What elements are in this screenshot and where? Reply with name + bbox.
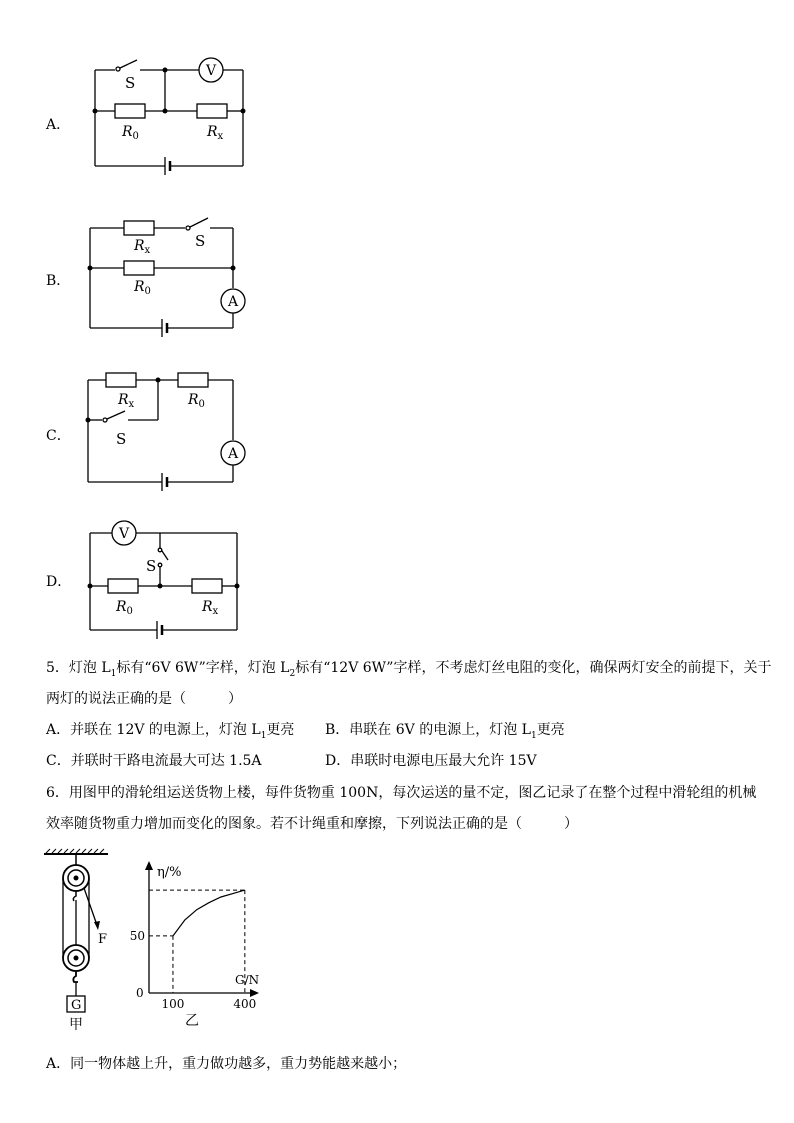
y-axis-label: η/% (157, 865, 182, 880)
q5-option-c[interactable]: C．并联时干路电流最大可达 1.5A (46, 753, 262, 769)
r0-label: $R_0$ (134, 279, 151, 297)
circuit-a (85, 52, 255, 182)
rx-label: $R_x$ (118, 392, 135, 410)
voltmeter-label: V (206, 63, 217, 79)
ammeter-label: A (228, 446, 239, 462)
q5-stem-line2: 两灯的说法正确的是（ ） (46, 691, 242, 707)
circuit-c (78, 362, 253, 497)
load-label: G (71, 998, 82, 1013)
chart-caption: 乙 (185, 1013, 199, 1029)
q5-stem-line1: 5．灯泡 $L_1$标有“6V 6W”字样，灯泡 $L_2$标有“12V 6W”字样，不考虑灯丝电阻的变化，确保两灯安全的前提下，关于 (46, 660, 772, 679)
q5-option-d[interactable]: D．串联时电源电压最大允许 15V (325, 753, 537, 769)
force-label: F (98, 932, 108, 947)
switch-label: S (125, 74, 136, 92)
voltmeter-label: V (119, 526, 130, 542)
pulley-caption: 甲 (69, 1017, 83, 1033)
switch-label: S (146, 557, 157, 575)
y-tick-label-0: 50 (129, 928, 145, 943)
origin-label: 0 (136, 986, 144, 1000)
x-tick-label-1: 400 (233, 997, 257, 1011)
ammeter-label: A (228, 294, 239, 310)
switch-label: S (116, 430, 127, 448)
r0-label: $R_0$ (188, 392, 205, 410)
r0-label: $R_0$ (116, 599, 133, 617)
option-b-label: B． (46, 273, 71, 289)
efficiency-chart (125, 855, 275, 1035)
x-tick-label-0: 100 (161, 997, 185, 1011)
option-d-label: D． (46, 574, 72, 590)
option-c-label: C． (46, 428, 71, 444)
q6-stem-line2: 效率随货物重力增加而变化的图象。若不计绳重和摩擦，下列说法正确的是（ ） (46, 816, 578, 832)
circuit-d (80, 510, 250, 640)
q6-option-a[interactable]: A．同一物体越上升，重力做功越多，重力势能越来越小； (46, 1056, 407, 1072)
option-a-label: A． (46, 117, 71, 133)
rx-label: $R_x$ (202, 599, 219, 617)
x-axis-arrow (250, 989, 259, 997)
r0-label: $R_0$ (122, 124, 139, 142)
q5-option-a[interactable]: A．并联在 12V 的电源上，灯泡 $L_1$更亮 (46, 722, 295, 741)
pulley-diagram (40, 848, 120, 1033)
q6-stem-line1: 6．用图甲的滑轮组运送货物上楼，每件货物重 100N，每次运送的量不定，图乙记录了在整个过程中滑轮组的机械 (46, 785, 757, 801)
rx-label: $R_x$ (134, 238, 151, 256)
q5-option-b[interactable]: B．串联在 6V 的电源上，灯泡 $L_1$更亮 (325, 722, 565, 741)
y-axis-arrow (145, 861, 153, 870)
efficiency-curve (173, 890, 245, 936)
x-axis-label: G/N (235, 973, 260, 987)
circuit-b (80, 210, 255, 340)
rx-label: $R_x$ (207, 124, 224, 142)
switch-label: S (195, 232, 206, 250)
